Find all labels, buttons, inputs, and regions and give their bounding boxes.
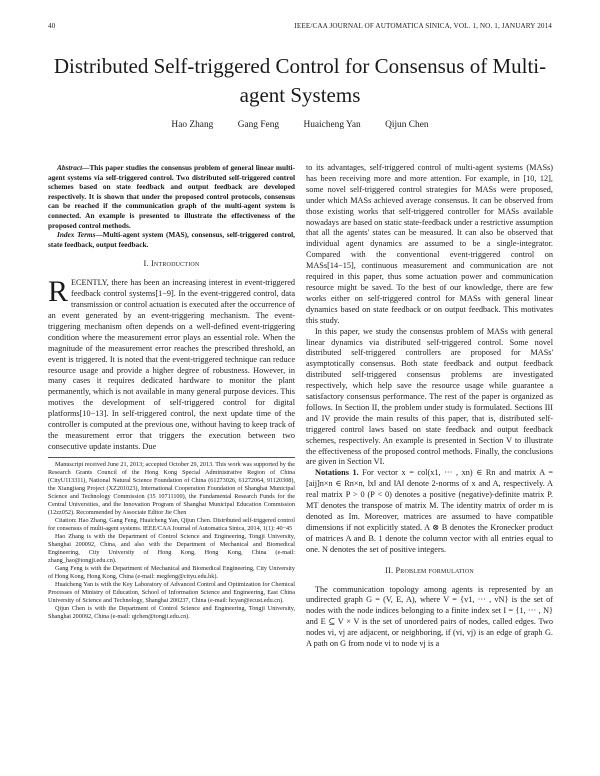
abstract — [48, 163, 295, 230]
index-terms-text: —Multi-agent system (MAS), consensus, self-triggered control, state feedback, output feedback. — [48, 230, 295, 249]
intro-paragraph-2: to its advantages, self-triggered control of multi-agent systems (MASs) has been receiving more and more attention. For example, in [10, 12], some novel self-triggered control strategies for MASs were proposed, under which MASs achieved average consensus. It can be observed from those existing works that self-triggered controller for MASs available nowadays are based on static state-feedback under a restrictive assumption that all the agents' states can be measured. It can also be observed that individual agent dynamics are assumed to be a single-integrator. Compared with the conventional event-triggered control on MASs[14−15], continuous measurement and communication are not required in this paper, thus some actuation power and communication resource might be saved. To the best of our knowledge, there are few works either on self-triggered control for MASs with general linear dynamics based on state feedback or on output feedback. This motivates this study. — [306, 163, 553, 325]
author-3: Huaicheng Yan — [303, 120, 361, 130]
running-header — [48, 20, 552, 32]
footnotes — [48, 457, 295, 621]
abstract-label: Abstract — [57, 163, 83, 172]
footnote-6: Qijun Chen is with the Department of Control Science and Engineering, Tongji University, Shanghai 200092, China (e-mail: qjchen@tongji.edu.cn). — [48, 604, 295, 620]
notations-text: For vector x = col(x1, ··· , xn) ∈ Rn and matrix A = [aij]n×n ∈ Rn×n, ‖x‖ and ‖A‖ denote 2-norms of x and A, respectively. A real matrix P > 0 (P < 0) denotes a positive (negative)-definite matrix P. MT denotes the transpose of matrix M. The identity matrix of order m is denoted as Im. Moreover, matrices are assumed to have compatible dimensions if not explicitly stated. A ⊗ B denotes the Kronecker product of matrices A and B. 1 denote the column vector with all entries equal to one. N denotes the set of positive integers. — [306, 468, 553, 554]
left-column — [48, 163, 295, 621]
problem-paragraph-1: The communication topology among agents is represented by an undirected graph G = (V, E, A), where V = {v1, ··· , vN} is the set of nodes with the node indices belonging to a finite index set I = {1, ··· , N} and E ⊆ V × V is the set of unordered pairs of nodes, called edges. Two nodes vi, vj are adjacent, or neighboring, if (vi, vj) is an edge of graph G. A path on G from node vi to node vj is a — [306, 584, 553, 649]
journal-header: IEEE/CAA JOURNAL OF AUTOMATICA SINICA, VOL. 1, NO. 1, JANUARY 2014 — [294, 22, 552, 30]
abstract-text: —This paper studies the consensus problem of general linear multi-agent systems via self-triggered control. Two distributed self-triggered control schemes based on state feedback and output feedback are developed respectively. It is shown that under the proposed control protocols, consensus can be reached if the communication graph of the multi-agent system is connected. An example is presented to illustrate the effectiveness of the proposed control methods. — [48, 163, 295, 230]
section-heading-problem-formulation: II. Problem formulation — [385, 565, 474, 575]
section-heading-introduction: I. Introduction — [143, 259, 200, 269]
intro-paragraph-1-text: ECENTLY, there has been an increasing interest in event-triggered feedback control systems[1−9]. In the event-triggered control, data transmission or control actuation is executed after the occurrence of an event generated by an event-triggering mechanism. The event-triggering mechanism often depends on a well-defined event-triggering condition where the measurement error plays an essential role. When the magnitude of the measurement error reaches the prescribed threshold, an event is triggered. It is noted that the event-triggered technique can reduce resource usage and provide a higher degree of robustness. However, in many cases it requires dedicated hardware to monitor the plant permanently, which is not available in many general purpose devices. This motives the development of self-triggered control for digital platforms[10−13]. In self-triggered control, the next update time of the controller is computed at the previous one, without having to keep track of the measurement error that triggers the execution between two consecutive update instants. Due — [48, 278, 295, 451]
footnote-4: Gang Feng is with the Department of Mechanical and Biomedical Engineering, City University of Hong Kong, Hong Kong, China (e-mail: megfeng@cityu.edu.hk). — [48, 564, 295, 580]
author-list — [40, 120, 560, 130]
paper-title: Distributed Self-triggered Control for Consensus of Multi-agent Systems — [53, 54, 547, 107]
notations-label: Notations 1. — [315, 468, 359, 478]
footnote-3: Hao Zhang is with the Department of Control Science and Engineering, Tongji University, Shanghai 200092, China, and also with the Department of Mechanical and Biomedical Engineering, City University of Hong Kong, Hong Kong, China (e-mail: zhang_hao@tongji.edu.cn). — [48, 532, 295, 564]
footnote-1: Manuscript received June 21, 2013; accepted October 29, 2013. This work was supported by the Research Grants Council of the Hong Kong Special Administrative Region of China (CityU113311), National Natural Science Foundation of China (61273026, 61272064, 91120308), the Xiangjiang Project (XZ201023), International Cooperation Foundation of Shanghai Municipal Science and Technology Commission (35 10711100), the Fundamental Research Funds for the Central Universities, and the Innovation Program of Shanghai Municipal Education Commission (12zz052). Recommended by Associate Editor Jie Chen — [48, 460, 295, 516]
intro-paragraph-1 — [48, 275, 295, 453]
author-4: Qijun Chen — [385, 120, 429, 130]
right-column — [306, 163, 553, 650]
footnote-2: Citation: Hao Zhang, Gang Feng, Huaicheng Yan, Qijun Chen. Distributed self-triggered control for consensus of multi-agent systems. IEEE/CAA Journal of Automatica Sinica, 2014, 1(1): 40−45 — [48, 516, 295, 532]
intro-paragraph-3: In this paper, we study the consensus problem of MASs with general linear dynamics via distributed self-triggered control. Some novel distributed self-triggered controllers are proposed for MASs' asymptotically consensus. Both state feedback and output feedback distributed self-triggered consensus problems are investigated respectively, which help save the resource usage while guarantee a satisfactory consensus performance. The rest of the paper is organized as follows. In Section II, the problem under study is formulated. Sections III and IV provide the main results of this paper, that is, distributed self-triggered control laws based on state feedback and output feedback schemes, respectively. An example is presented in Section V to illustrate the effectiveness of the proposed control methods. Finally, the conclusions are given in Section VI. — [306, 326, 553, 467]
index-terms — [48, 230, 295, 249]
author-1: Hao Zhang — [171, 120, 214, 130]
notations-paragraph — [306, 468, 553, 555]
index-terms-label: Index Terms — [57, 230, 96, 240]
drop-cap: R — [48, 275, 69, 309]
author-2: Gang Feng — [237, 120, 280, 130]
footnote-5: Huaicheng Yan is with the Key Laboratory of Advanced Control and Optimization for Chemical Processes of Ministry of Education, School of Information Science and Engineering, East China University of Science and Technology, Shanghai 200237, China (e-mail: hcyan@ecust.edu.cn). — [48, 580, 295, 604]
page-number: 40 — [48, 22, 56, 30]
